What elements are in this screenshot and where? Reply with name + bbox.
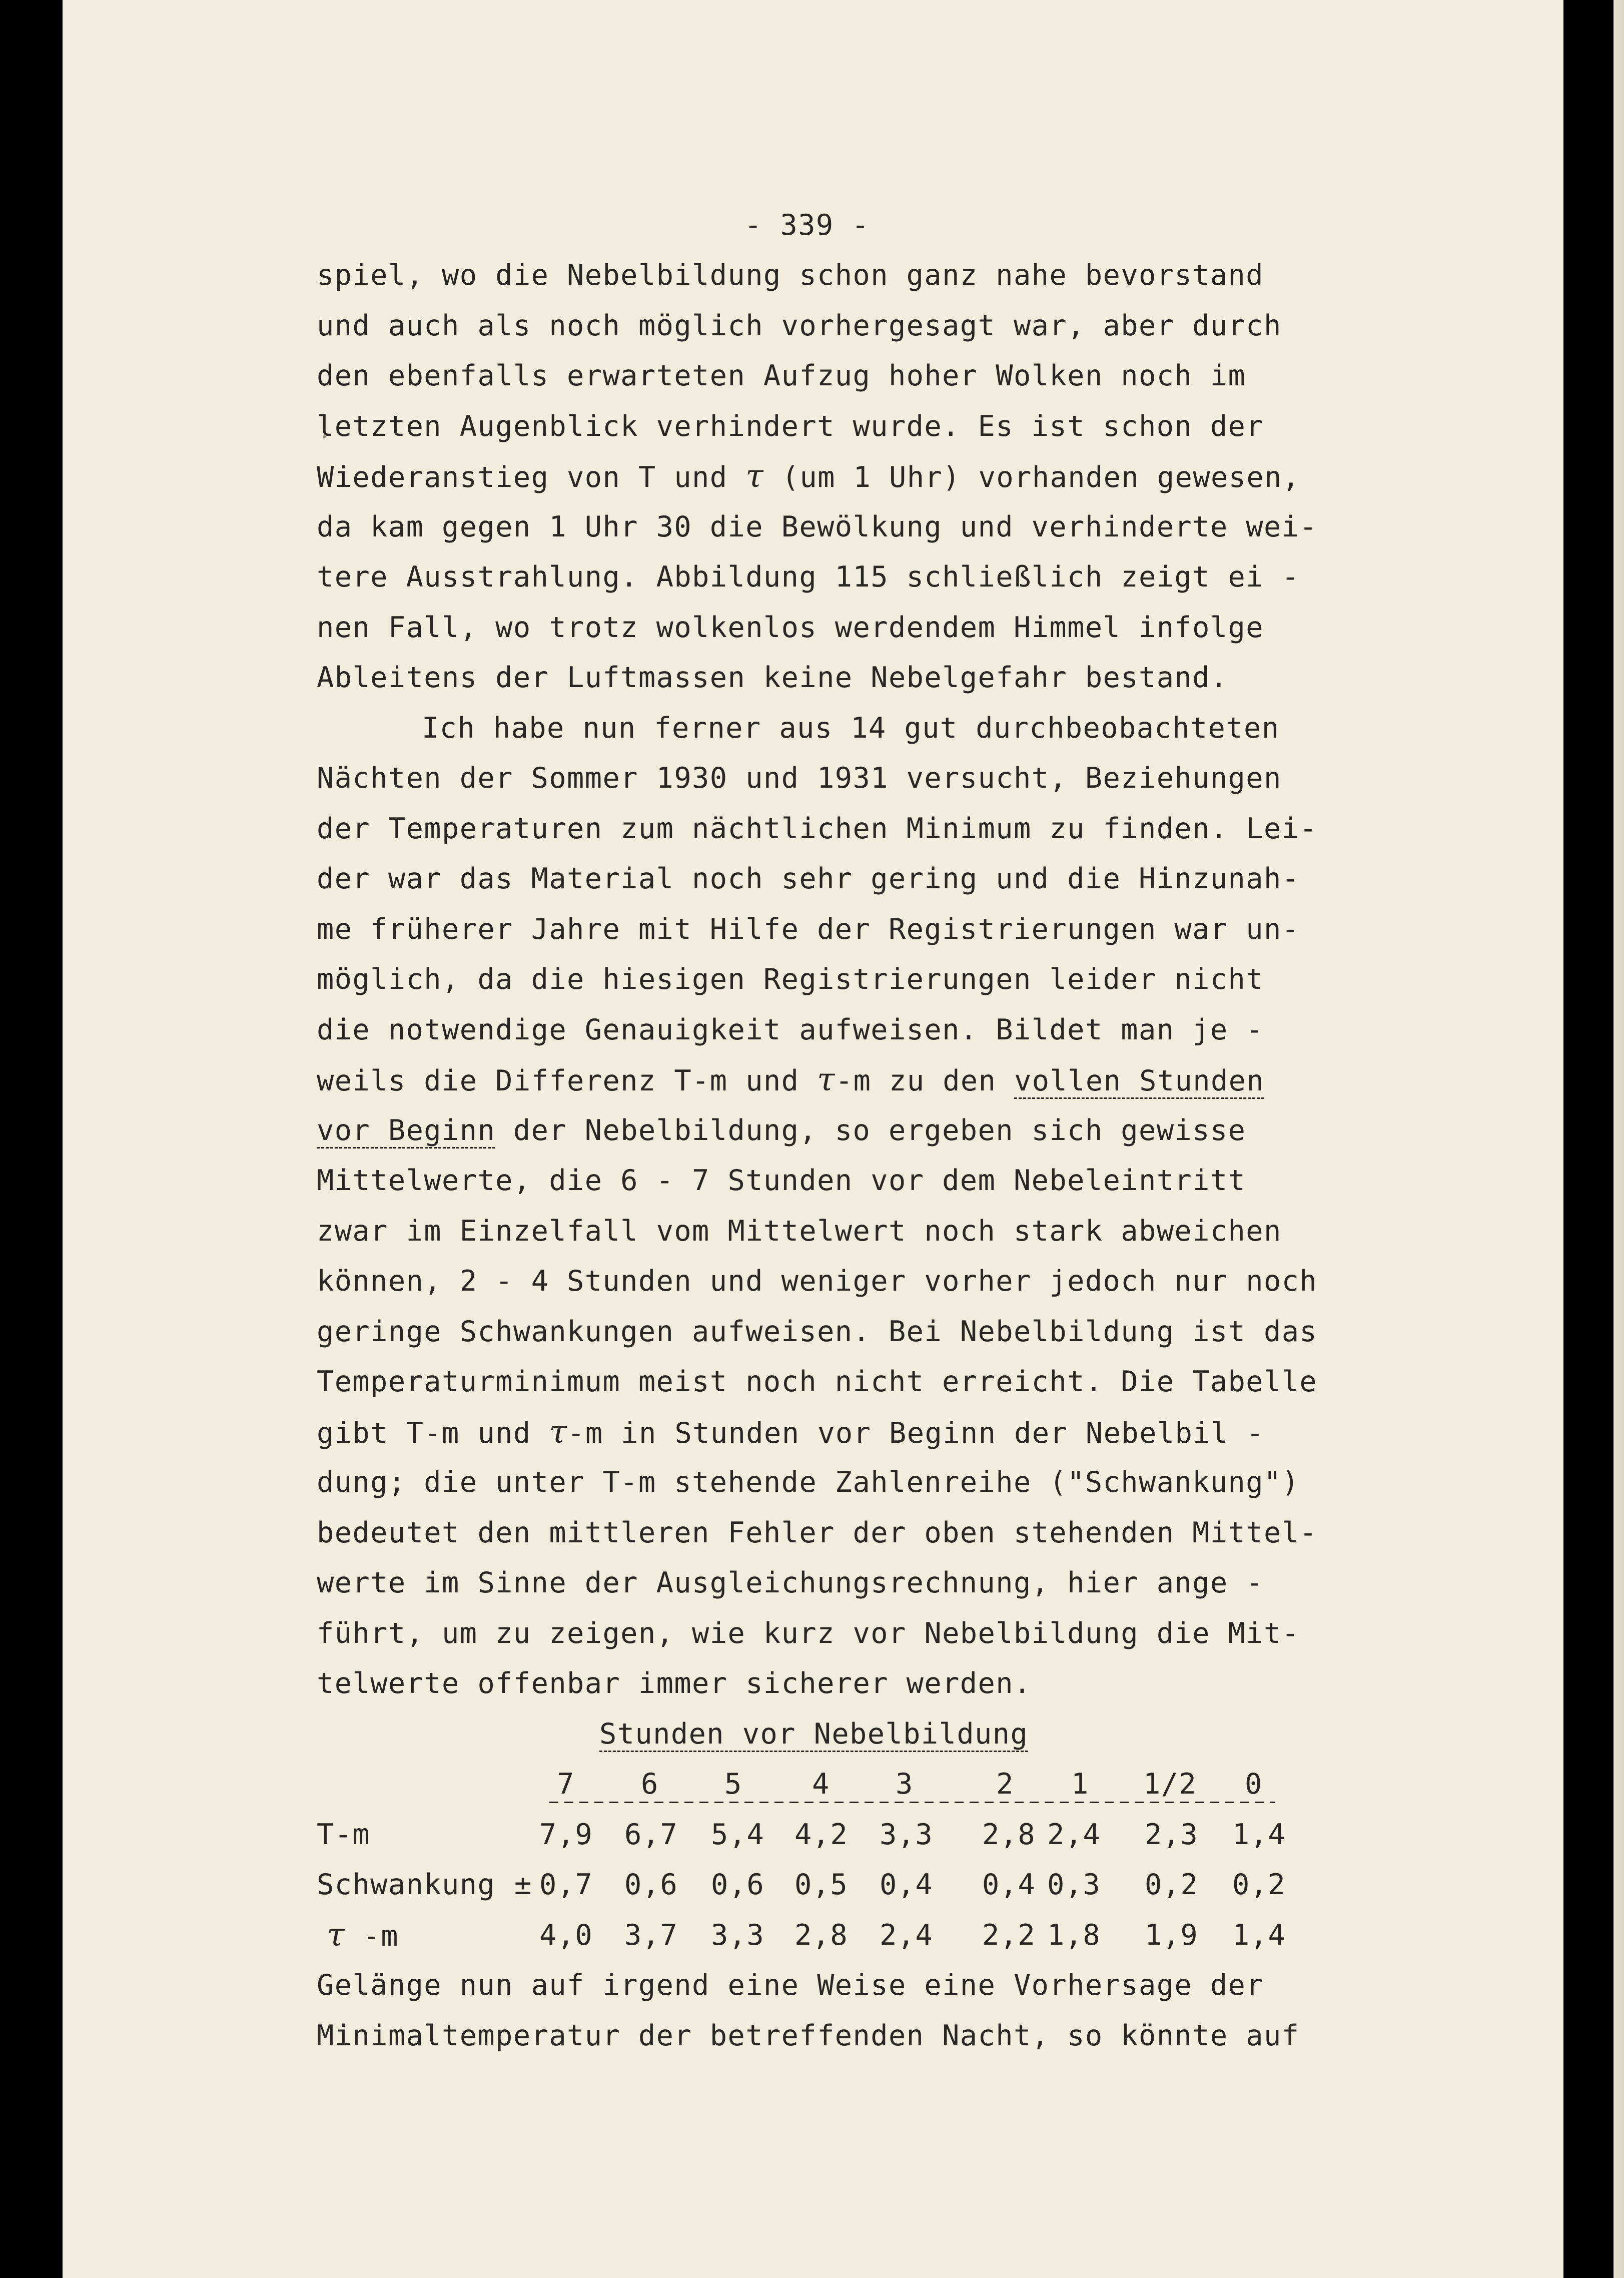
text-line <box>317 451 1317 502</box>
table-header-row <box>317 1759 1317 1810</box>
text-fragment: -m in Stunden vor Beginn der Nebelbil - <box>567 1416 1265 1450</box>
table-header-cell: 7 <box>557 1768 575 1801</box>
table-row <box>317 1860 1317 1910</box>
text-fragment: -m zu den <box>835 1064 1015 1097</box>
table-cell: 3,3 <box>880 1818 934 1851</box>
table-cell: 4,0 <box>539 1918 593 1952</box>
typed-text-block <box>317 200 1317 2061</box>
table-cell: 0,7 <box>539 1868 593 1901</box>
text-line: führt, um zu zeigen, wie kurz vor Nebelbildung die Mit- <box>317 1616 1300 1650</box>
page-number: - 339 - <box>744 209 870 242</box>
text-line: die notwendige Genauigkeit aufweisen. Bildet man je - <box>317 1013 1264 1046</box>
table-header-cell: 3 <box>896 1768 914 1801</box>
table-cell: 0,6 <box>711 1868 765 1901</box>
underlined-phrase: vollen Stunden <box>1014 1064 1265 1097</box>
text-line: zwar im Einzelfall vom Mittelwert noch stark abweichen <box>317 1214 1282 1248</box>
text-line: möglich, da die hiesigen Registrierungen leider nicht <box>317 963 1264 996</box>
text-line: Ableitens der Luftmassen keine Nebelgefahr bestand. <box>317 661 1228 694</box>
text-fragment: (um 1 Uhr) vorhanden gewesen, <box>764 461 1300 494</box>
text-line: und auch als noch möglich vorhergesagt war, aber durch <box>317 309 1282 342</box>
table-header-cell: 0 <box>1245 1768 1263 1801</box>
tau-symbol: τ <box>549 1413 568 1451</box>
text-line: spiel, wo die Nebelbildung schon ganz nahe bevorstand <box>317 259 1264 292</box>
table-cell: 4,2 <box>794 1818 849 1851</box>
table-cell: 2,4 <box>1047 1818 1101 1851</box>
table-row-label: Schwankung <box>317 1868 496 1901</box>
text-line: letzten Augenblick verhindert wurde. Es ist schon der <box>317 409 1264 443</box>
table-cell: 7,9 <box>539 1818 593 1851</box>
table-cell: 0,2 <box>1145 1868 1199 1901</box>
text-line: telwerte offenbar immer sicherer werden. <box>317 1667 1032 1700</box>
table-cell: 1,8 <box>1047 1918 1101 1952</box>
text-line-indented: Ich habe nun ferner aus 14 gut durchbeobachteten <box>422 711 1280 745</box>
text-fragment: Wiederanstieg von T und <box>317 461 746 494</box>
table-cell: 2,2 <box>982 1918 1036 1952</box>
text-line: tere Ausstrahlung. Abbildung 115 schließlich zeigt ei - <box>317 560 1300 594</box>
text-line <box>317 1105 1317 1156</box>
underlined-phrase: vor Beginn <box>317 1113 496 1147</box>
text-line: nen Fall, wo trotz wolkenlos werdendem Himmel infolge <box>317 611 1264 644</box>
text-fragment: -m <box>345 1919 399 1953</box>
table-cell: 2,8 <box>982 1818 1036 1851</box>
text-line <box>317 1055 1317 1105</box>
table-cell: 0,4 <box>880 1868 934 1901</box>
table-cell: 0,5 <box>794 1868 849 1901</box>
text-line: Mittelwerte, die 6 - 7 Stunden vor dem Nebeleintritt <box>317 1164 1246 1197</box>
plus-minus-sign: ± <box>514 1868 532 1901</box>
table-row-label <box>327 1910 399 1962</box>
table-caption <box>317 1709 1317 1760</box>
text-line: dung; die unter T-m stehende Zahlenreihe ("Schwankung") <box>317 1466 1300 1499</box>
table-cell: 6,7 <box>624 1818 678 1851</box>
tau-symbol: τ <box>745 458 764 495</box>
tau-symbol: τ <box>327 1916 345 1954</box>
text-line: Nächten der Sommer 1930 und 1931 versucht, Beziehungen <box>317 762 1282 795</box>
table-header-cell: 5 <box>724 1768 742 1801</box>
text-fragment: gibt T-m und <box>317 1416 549 1450</box>
table-cell: 0,4 <box>982 1868 1036 1901</box>
table-header-cell: 1 <box>1071 1768 1089 1801</box>
table-row <box>317 1910 1317 1961</box>
table-header-cell: 2 <box>996 1768 1014 1801</box>
text-line: Gelänge nun auf irgend eine Weise eine Vorhersage der <box>317 1969 1264 2002</box>
table-caption-text: Stunden vor Nebelbildung <box>599 1717 1029 1751</box>
text-fragment: der Nebelbildung, so ergeben sich gewisse <box>495 1113 1246 1147</box>
table-row <box>317 1810 1317 1860</box>
text-line: der war das Material noch sehr gering und die Hinzunah- <box>317 862 1300 895</box>
table-cell: 1,9 <box>1145 1918 1199 1952</box>
table-cell: 0,3 <box>1047 1868 1101 1901</box>
text-line: Temperaturminimum meist noch nicht erreicht. Die Tabelle <box>317 1365 1318 1398</box>
text-line: werte im Sinne der Ausgleichungsrechnung, hier ange - <box>317 1566 1264 1599</box>
table-cell: 2,3 <box>1145 1818 1199 1851</box>
text-line: me früherer Jahre mit Hilfe der Registrierungen war un- <box>317 912 1300 946</box>
table-header-cell: 1/2 <box>1143 1768 1197 1801</box>
text-line: geringe Schwankungen aufweisen. Bei Nebelbildung ist das <box>317 1315 1318 1348</box>
table-cell: 5,4 <box>711 1818 765 1851</box>
table-cell: 1,4 <box>1232 1818 1286 1851</box>
table-row-label: T-m <box>317 1818 371 1851</box>
table-cell: 3,3 <box>711 1918 765 1952</box>
page-edge-shadow <box>1613 0 1624 2278</box>
table-cell: 0,6 <box>624 1868 678 1901</box>
text-line: den ebenfalls erwarteten Aufzug hoher Wolken noch im <box>317 359 1246 392</box>
table-cell: 1,4 <box>1232 1918 1286 1952</box>
table-header-cell: 4 <box>812 1768 830 1801</box>
table-cell: 0,2 <box>1232 1868 1286 1901</box>
table-header-cell: 6 <box>641 1768 659 1801</box>
tau-symbol: τ <box>817 1061 836 1098</box>
text-line: da kam gegen 1 Uhr 30 die Bewölkung und verhinderte wei- <box>317 510 1318 543</box>
table-cell: 3,7 <box>624 1918 678 1952</box>
text-line: können, 2 - 4 Stunden und weniger vorher jedoch nur noch <box>317 1265 1318 1298</box>
table-cell: 2,8 <box>794 1918 849 1952</box>
text-line: bedeutet den mittleren Fehler der oben stehenden Mittel- <box>317 1516 1318 1549</box>
text-line: der Temperaturen zum nächtlichen Minimum zu finden. Lei- <box>317 812 1318 845</box>
text-line <box>317 1407 1317 1458</box>
text-fragment: weils die Differenz T-m und <box>317 1064 818 1097</box>
table-cell: 2,4 <box>880 1918 934 1952</box>
text-line: Minimaltemperatur der betreffenden Nacht, so könnte auf <box>317 2019 1300 2052</box>
